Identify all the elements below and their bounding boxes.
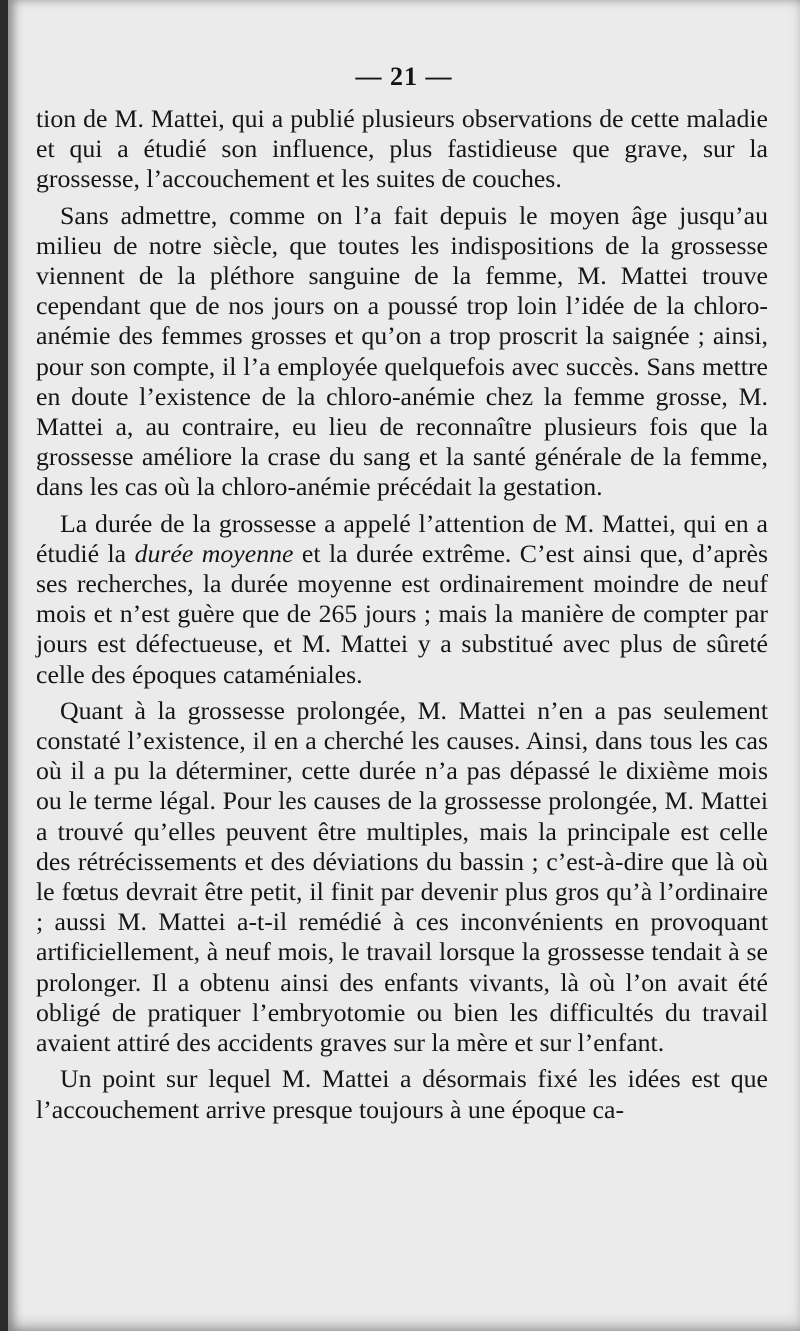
paragraph-prolonged-pregnancy: Quant à la grossesse prolongée, M. Mattei n’en a pas seulement constaté l’existence, il en a cherché les causes. Ainsi, dans tous les cas où il a pu la déterminer, cette durée n’a pas dépassé le dixième mois ou le terme légal. Pour les causes de la grossesse prolongée, M. Mattei a trouvé qu’elles peuvent être multiples, mais la principale est celle des rétrécissements et des déviations du bassin ; c’est-à-dire que là où le fœtus devrait être petit, il finit par devenir plus gros qu’à l’ordinaire ; aussi M. Mattei a-t-il remédié à ces inconvénients en provoquant artificiellement, à neuf mois, le travail lorsque la grossesse tendait à se prolonger. Il a obtenu ainsi des enfants vivants, là où l’on avait été obligé de pratiquer l’embryotomie ou bien les difficultés du travail avaient attiré des accidents graves sur la mère et sur l’enfant.	[36, 695, 768, 1058]
paragraph-duration-start: La durée de la grossesse a appelé l’attention de M. Mattei, qui en a étudié la	[36, 508, 768, 568]
paragraph-continuation: tion de M. Mattei, qui a publié plusieurs observations de cette maladie et qui a étudié son influence, plus fastidieuse que grave, sur la grossesse, l’accouchement et les suites de couches.	[36, 104, 768, 194]
paragraph-duration	[36, 509, 768, 690]
paragraph-chloro-anemia: Sans admettre, comme on l’a fait depuis le moyen âge jusqu’au milieu de notre siècle, que toutes les indispositions de la grossesse viennent de la pléthore sanguine de la femme, M. Mattei trouve cependant que de nos jours on a poussé trop loin l’idée de la chloro-anémie des femmes grosses et qu’on a trop proscrit la saignée ; ainsi, pour son compte, il l’a employée quelquefois avec succès. Sans mettre en doute l’existence de la chloro-anémie chez la femme grosse, M. Mattei a, au contraire, eu lieu de reconnaître plusieurs fois que la grossesse améliore la crase du sang et la santé générale de la femme, dans les cas où la chloro-anémie précédait la gestation.	[36, 200, 768, 502]
paragraph-delivery-timing: Un point sur lequel M. Mattei a désormais fixé les idées est que l’accouchement arrive presque toujours à une époque ca-	[36, 1064, 768, 1124]
paragraph-duration-end: et la durée extrême. C’est ainsi que, d’après ses recherches, la durée moyenne est ordinairement moindre de neuf mois et n’est guère que de 265 jours ; mais la manière de compter par jours est défectueuse, et M. Mattei y a substitué avec plus de sûreté celle des époques cataméniales.	[36, 538, 768, 689]
page-number: — 21 —	[355, 62, 453, 91]
book-page	[8, 0, 800, 1331]
emphasis-duree-moyenne: durée moyenne	[134, 538, 294, 568]
body-text	[36, 104, 768, 1125]
